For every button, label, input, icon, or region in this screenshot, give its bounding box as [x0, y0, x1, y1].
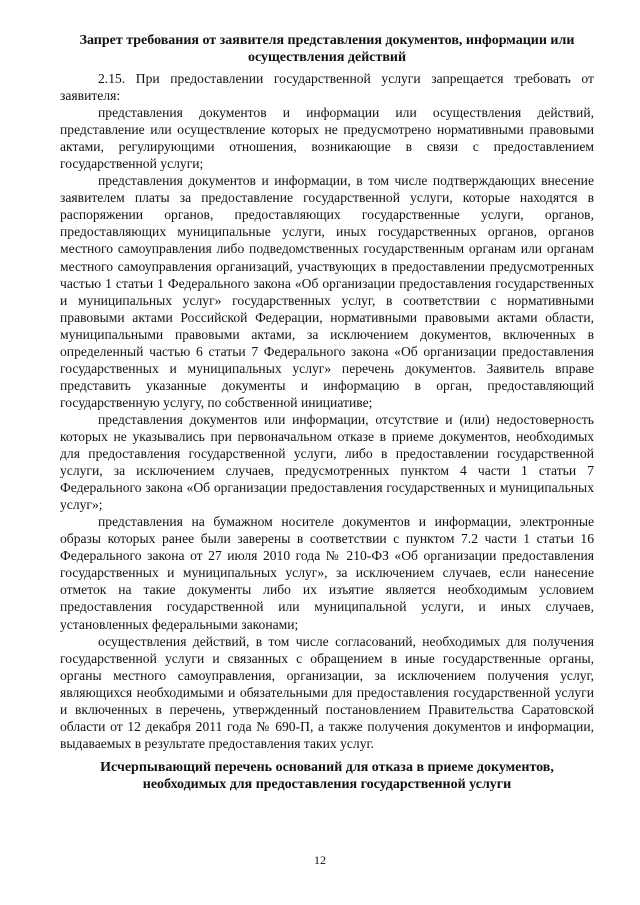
document-page	[60, 32, 594, 793]
paragraph-2-15: 2.15. При предоставлении государственной услуги запрещается требовать от заявителя:	[60, 71, 594, 104]
paragraph-item-1: представления документов и информации или осуществления действий, представление или осуществление которых не предусмотрено нормативными правовыми актами, регулирующими отношения, возникающие в связи с предоставлением государственной услуги;	[60, 105, 594, 172]
paragraph-item-5: осуществления действий, в том числе согласований, необходимых для получения государственной услуги и связанных с обращением в иные государственные органы, органы местного самоуправления, организации, за исключением получения услуг, являющихся необходимыми и обязательными для предоставления государственной услуги и включенных в перечень, утвержденный постановлением Правительства Саратовской области от 12 декабря 2011 года № 690-П, а также получения документов и информации, выдаваемых в результате предоставления таких услуг.	[60, 633, 594, 751]
paragraph-item-3: представления документов или информации, отсутствие и (или) недостоверность которых не указывались при первоначальном отказе в приеме документов, необходимых для предоставления государственной услуги, либо в предоставлении государственной услуги, за исключением случаев, предусмотренных пунктом 4 части 1 статьи 7 Федерального закона «Об организации предоставления государственных и муниципальных услуг»;	[60, 411, 594, 513]
paragraph-item-4: представления на бумажном носителе документов и информации, электронные образы которых ранее были заверены в соответствии с пунктом 7.2 части 1 статьи 16 Федерального закона от 27 июля 2010 года № 210-ФЗ «Об организации предоставления государственных и муниципальных услуг», за исключением случаев, если нанесение отметок на такие документы либо их изъятие является необходимым условием предоставления государственной или муниципальной услуги, и иных случаев, установленных федеральными законами;	[60, 514, 594, 632]
page-number: 12	[314, 853, 326, 867]
paragraph-item-2: представления документов и информации, в том числе подтверждающих внесение заявителем платы за предоставление государственной услуги, которые находятся в распоряжении органов, предоставляющих государственные услуги, органов, предоставляющих муниципальные услуги, иных государственных органов, органов местного самоуправления либо подведомственных государственным органам или органам местного самоуправления организаций, участвующих в предоставлении предусмотренных частью 1 статьи 1 Федерального закона «Об организации предоставления государственных и муниципальных услуг» государственных услуг, в соответствии с нормативными правовыми актами Российской Федерации, нормативными правовыми актами области, муниципальными правовыми актами, за исключением документов, включенных в определенный частью 6 статьи 7 Федерального закона «Об организации предоставления государственных и муниципальных услуг» перечень документов. Заявитель вправе представить указанные документы и информацию в орган, предоставляющий государственную услугу, по собственной инициативе;	[60, 173, 594, 410]
section-heading-refusal-grounds: Исчерпывающий перечень оснований для отказа в приеме документов, необходимых для предоставления государственной услуги	[100, 759, 554, 792]
section-heading-prohibition: Запрет требования от заявителя представления документов, информации или осуществления действий	[79, 33, 575, 65]
